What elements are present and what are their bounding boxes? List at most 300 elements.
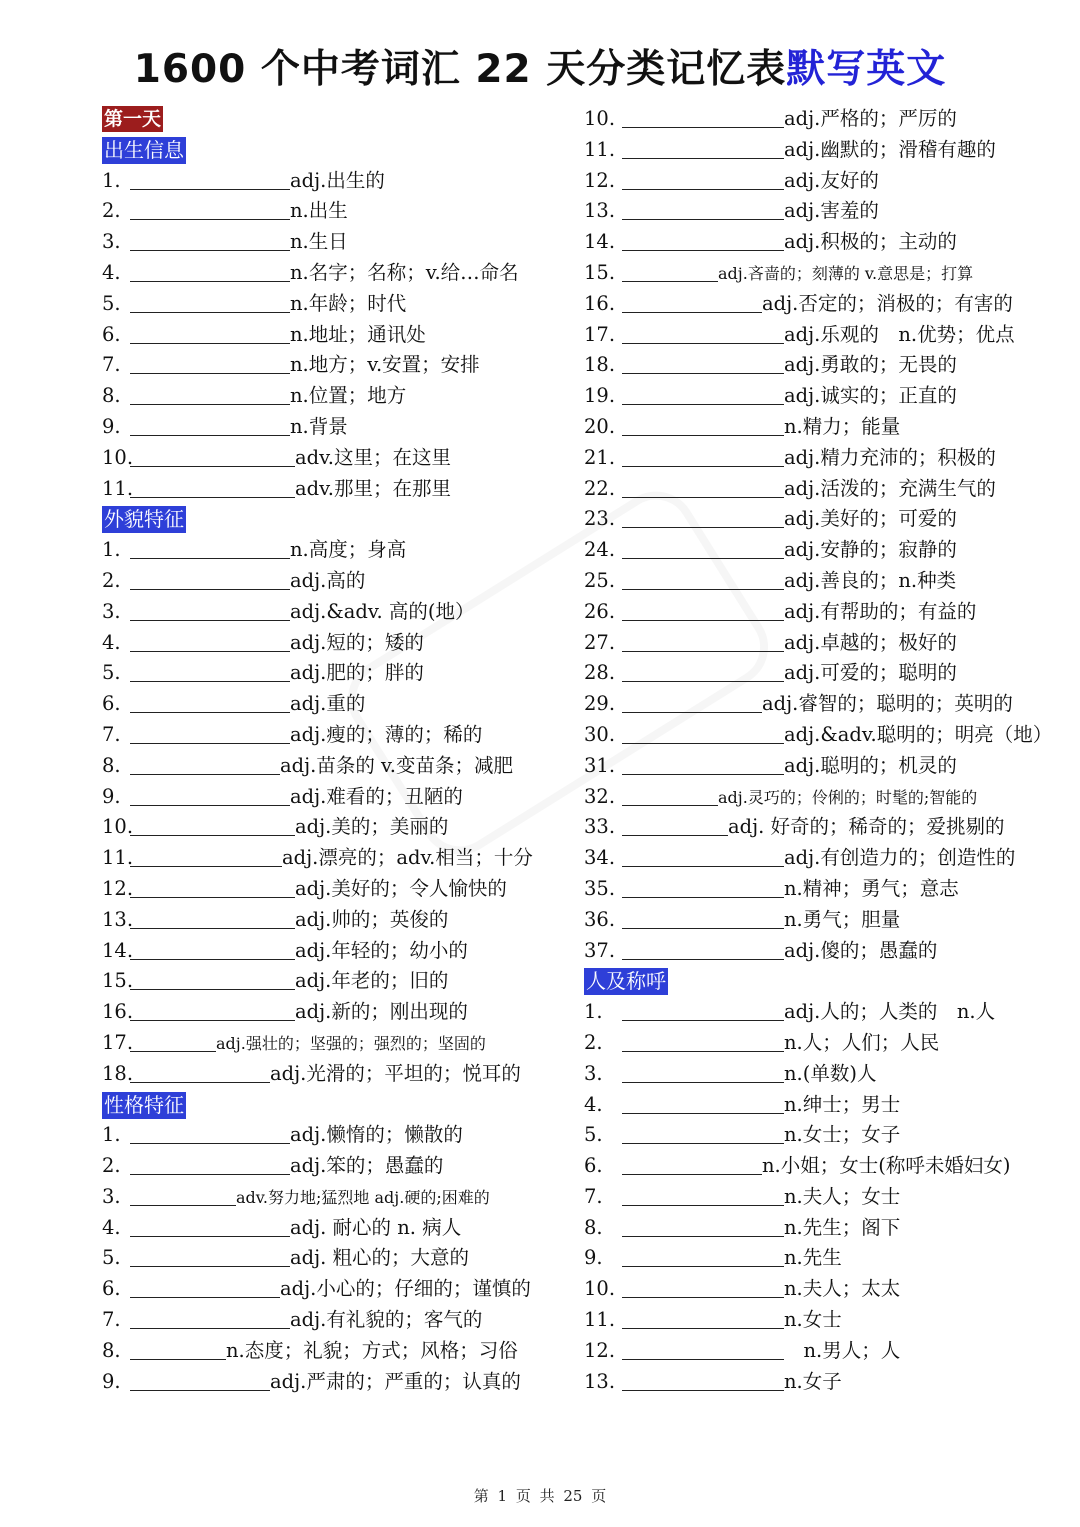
vocab-entry [584,997,1044,1028]
vocab-entry [584,658,1044,689]
category-header [102,1090,554,1121]
answer-blank[interactable] [622,876,784,898]
entry-number: 9. [102,1369,121,1393]
category-header [102,504,554,535]
answer-blank[interactable] [622,938,784,960]
vocab-entry [584,843,1044,874]
answer-blank[interactable] [130,599,290,621]
vocab-entry [102,812,554,843]
answer-blank[interactable] [130,1276,280,1298]
answer-blank[interactable] [130,968,295,990]
entry-number: 1. [102,1123,121,1147]
category-label: 出生信息 [104,137,184,162]
entry-definition: n.绅士；男士 [784,1092,901,1116]
entry-number: 5. [102,661,121,685]
entry-definition: adj.新的；刚出现的 [295,1000,468,1024]
entry-definition: adj.美好的；令人愉快的 [295,876,507,900]
entry-definition: adj.傻的；愚蠢的 [784,938,938,962]
entry-number: 7. [584,1184,603,1208]
entry-number: 1. [584,1000,603,1024]
entry-number: 19. [584,384,616,408]
entry-definition: adj.聪明的；机灵的 [784,753,957,777]
entry-definition: adj.勇敢的；无畏的 [784,353,957,377]
entry-definition: adj.瘦的；薄的；稀的 [290,722,483,746]
entry-definition: adj.强壮的；坚强的；强烈的；坚固的 [216,1033,486,1053]
answer-blank[interactable] [622,753,784,775]
answer-blank[interactable] [622,999,784,1021]
entry-definition: adj.美好的；可爱的 [784,507,957,531]
vocab-entry [102,997,554,1028]
entry-definition: adj.有创造力的；创造性的 [784,846,1016,870]
answer-blank[interactable] [622,660,784,682]
answer-blank[interactable] [622,476,784,498]
entry-number: 3. [102,1184,121,1208]
entry-number: 34. [584,846,616,870]
answer-blank[interactable] [130,1122,290,1144]
entry-definition: n.夫人；女士 [784,1184,901,1208]
entry-number: 10. [584,1277,616,1301]
vocab-entry [584,689,1044,720]
vocab-entry [584,1243,1044,1274]
entry-definition: adj.&adv.聪明的；明亮（地） [784,722,1053,746]
vocab-entry [102,535,554,566]
answer-blank[interactable] [130,1369,270,1391]
entry-number: 4. [584,1092,603,1116]
entry-number: 5. [102,291,121,315]
vocab-entry [102,412,554,443]
entry-number: 12. [102,876,134,900]
vocab-entry [584,628,1044,659]
entry-definition: adj.幽默的；滑稽有趣的 [784,137,996,161]
entry-number: 9. [102,414,121,438]
answer-blank[interactable] [622,1215,784,1237]
vocab-entry [102,1151,554,1182]
vocab-entry [102,936,554,967]
vocab-entry [584,905,1044,936]
vocab-entry [102,782,554,813]
entry-number: 4. [102,260,121,284]
entry-number: 11. [102,846,134,870]
answer-blank[interactable] [130,322,290,344]
entry-number: 14. [102,938,134,962]
entry-definition: adj.可爱的；聪明的 [784,661,957,685]
vocab-entry [102,289,554,320]
answer-blank[interactable] [622,537,784,559]
vocab-entry [102,320,554,351]
vocab-entry [584,1305,1044,1336]
answer-blank[interactable] [622,1184,784,1206]
vocab-entry [102,1182,554,1213]
answer-blank[interactable] [622,1245,784,1267]
entry-definition: n.生日 [290,230,348,254]
entry-number: 8. [102,753,121,777]
vocab-entry [584,1090,1044,1121]
entry-number: 29. [584,692,616,716]
answer-blank[interactable] [622,229,784,251]
entry-number: 16. [584,291,616,315]
entry-definition: n.出生 [290,199,348,223]
answer-blank[interactable] [622,291,762,313]
entry-definition: adj.笨的；愚蠢的 [290,1154,444,1178]
vocab-entry [584,227,1044,258]
vocab-entry [102,474,554,505]
answer-blank[interactable] [130,691,290,713]
entry-number: 3. [102,599,121,623]
day-label: 第一天 [104,108,162,130]
entry-definition: n.夫人；太太 [784,1277,901,1301]
entry-definition: adj. 粗心的；大意的 [290,1246,470,1270]
vocab-entry [584,258,1044,289]
entry-definition: adj.害羞的 [784,199,879,223]
vocab-entry [584,443,1044,474]
answer-blank[interactable] [622,722,784,744]
answer-blank[interactable] [130,476,295,498]
entry-definition: adj.卓越的；极好的 [784,630,957,654]
entry-definition: adj.肥的；胖的 [290,661,424,685]
answer-blank[interactable] [130,722,290,744]
vocab-entry [102,1336,554,1367]
entry-number: 1. [102,538,121,562]
entry-definition: n.先生 [784,1246,842,1270]
answer-blank[interactable] [130,1030,216,1052]
entry-number: 17. [584,322,616,346]
entry-number: 8. [102,384,121,408]
vocab-entry [584,1213,1044,1244]
vocab-entry [102,443,554,474]
vocab-entry [102,966,554,997]
entry-number: 13. [584,199,616,223]
entry-number: 25. [584,568,616,592]
answer-blank[interactable] [130,660,290,682]
entry-definition: n.态度；礼貌；方式；风格；习俗 [226,1338,518,1362]
entry-number: 7. [102,722,121,746]
entry-definition: n.人；人们；人民 [784,1030,940,1054]
entry-number: 27. [584,630,616,654]
vocab-entry [102,843,554,874]
vocab-entry [584,1367,1044,1398]
vocab-entry [584,1120,1044,1151]
vocab-entry [584,104,1044,135]
entry-number: 15. [584,260,616,284]
vocab-entry [584,1182,1044,1213]
entry-definition: adv.这里；在这里 [295,445,452,469]
vocab-entry [102,227,554,258]
entry-definition: adj.吝啬的；刻薄的 v.意思是；打算 [718,263,974,283]
vocab-entry [102,905,554,936]
answer-blank[interactable] [622,1092,784,1114]
answer-blank[interactable] [130,1307,290,1329]
vocab-entry [584,166,1044,197]
entry-number: 26. [584,599,616,623]
vocab-entry [102,566,554,597]
answer-blank[interactable] [130,876,295,898]
entry-number: 8. [102,1338,121,1362]
vocab-entry [102,658,554,689]
answer-blank[interactable] [622,445,784,467]
entry-number: 10. [102,815,134,839]
answer-blank[interactable] [130,753,280,775]
entry-definition: adj.帅的；英俊的 [295,907,449,931]
answer-blank[interactable] [130,414,290,436]
vocab-entry [584,1028,1044,1059]
entry-number: 10. [584,107,616,130]
entry-number: 10. [102,445,134,469]
entry-definition: adj.懒惰的；懒散的 [290,1123,463,1147]
answer-blank[interactable] [622,784,718,806]
entry-definition: adj.美的；美丽的 [295,815,449,839]
entry-number: 18. [102,1061,134,1085]
entry-definition: adj.积极的；主动的 [784,230,957,254]
entry-definition: adj.灵巧的；伶俐的；时髦的;智能的 [718,787,978,807]
vocab-entry [584,504,1044,535]
answer-blank[interactable] [622,1030,784,1052]
answer-blank[interactable] [622,1276,784,1298]
entry-number: 17. [102,1030,134,1054]
vocab-entry [102,258,554,289]
entry-number: 7. [102,1308,121,1332]
entry-number: 33. [584,815,616,839]
vocab-entry [102,1028,554,1059]
answer-blank[interactable] [622,322,784,344]
vocab-entry [584,812,1044,843]
entry-number: 30. [584,722,616,746]
vocab-entry [584,782,1044,813]
entry-number: 2. [102,199,121,223]
answer-blank[interactable] [622,137,784,159]
vocab-entry [584,320,1044,351]
entry-number: 9. [102,784,121,808]
entry-number: 13. [584,1369,616,1393]
entry-number: 12. [584,168,616,192]
entry-number: 6. [102,322,121,346]
vocab-entry [102,1305,554,1336]
entry-definition: adj.乐观的 n.优势；优点 [784,322,1015,346]
entry-definition: adj.高的 [290,568,366,592]
page-title [0,38,1080,94]
entry-number: 31. [584,753,616,777]
category-header [584,966,1044,997]
answer-blank[interactable] [130,938,295,960]
vocab-entry [102,166,554,197]
answer-blank[interactable] [622,691,762,713]
entry-definition: adj.光滑的；平坦的；悦耳的 [270,1061,521,1085]
entry-definition: adj. 好奇的；稀奇的；爱挑剔的 [728,815,1005,839]
entry-definition: adj.否定的；消极的；有害的 [762,291,1013,315]
vocab-entry [584,350,1044,381]
answer-blank[interactable] [622,568,784,590]
title-accent: 默写英文 [786,47,947,92]
entry-number: 32. [584,784,616,808]
entry-definition: adj.短的；矮的 [290,630,424,654]
entry-definition: adj.有礼貌的；客气的 [290,1308,483,1332]
vocab-entry [584,381,1044,412]
entry-definition: adj.诚实的；正直的 [784,384,957,408]
answer-blank[interactable] [130,1245,290,1267]
answer-blank[interactable] [622,845,784,867]
entry-definition: n.地方；v.安置；安排 [290,353,480,377]
entry-number: 11. [584,1308,616,1332]
answer-blank[interactable] [130,352,290,374]
entry-definition: adj.严肃的；严重的；认真的 [270,1369,521,1393]
answer-blank[interactable] [130,845,282,867]
vocab-entry [102,1274,554,1305]
answer-blank[interactable] [130,229,290,251]
entry-number: 18. [584,353,616,377]
left-column [102,104,554,1397]
answer-blank[interactable] [622,1369,784,1391]
entry-definition: adj.活泼的；充满生气的 [784,476,996,500]
vocab-entry [584,196,1044,227]
entry-number: 6. [102,1277,121,1301]
answer-blank[interactable] [622,198,784,220]
category-label: 人及称呼 [586,969,666,994]
vocab-entry [102,381,554,412]
entry-definition: adj.精力充沛的；积极的 [784,445,996,469]
vocab-entry [102,720,554,751]
answer-blank[interactable] [622,907,784,929]
entry-definition: n.精神；勇气；意志 [784,876,959,900]
entry-number: 2. [102,1154,121,1178]
entry-number: 2. [102,568,121,592]
answer-blank[interactable] [622,1153,762,1175]
vocab-entry [102,1059,554,1090]
entry-definition: adj.难看的；丑陋的 [290,784,463,808]
entry-number: 21. [584,445,616,469]
entry-number: 3. [584,1061,603,1085]
entry-number: 4. [102,630,121,654]
answer-blank[interactable] [622,352,784,374]
vocab-entry [584,1274,1044,1305]
answer-blank[interactable] [130,198,290,220]
answer-blank[interactable] [130,568,290,590]
entry-definition: n.小姐；女士(称呼未婚妇女) [762,1154,1011,1178]
entry-definition: n.地址；通讯处 [290,322,426,346]
vocab-entry [584,1151,1044,1182]
entry-definition: adj.年轻的；幼小的 [295,938,468,962]
answer-blank[interactable] [130,1338,226,1360]
entry-definition: n.位置；地方 [290,384,407,408]
vocab-entry [102,597,554,628]
answer-blank[interactable] [622,1122,784,1144]
entry-definition: n.女子 [784,1369,842,1393]
entry-number: 9. [584,1246,603,1270]
answer-blank[interactable] [130,168,290,190]
entry-definition: adj.安静的；寂静的 [784,538,957,562]
entry-definition: adv.努力地;猛烈地 adj.硬的;困难的 [236,1187,490,1207]
answer-blank[interactable] [130,1184,236,1206]
vocab-entry [102,628,554,659]
vocab-entry [584,751,1044,782]
vocab-entry [102,1213,554,1244]
answer-blank[interactable] [130,814,295,836]
vocab-entry [584,874,1044,905]
answer-blank[interactable] [130,260,290,282]
entry-number: 6. [102,692,121,716]
entry-definition: adj.善良的；n.种类 [784,568,957,592]
answer-blank[interactable] [622,383,784,405]
vocab-entry [584,936,1044,967]
vocab-entry [584,1059,1044,1090]
entry-definition: n.背景 [290,414,348,438]
entry-number: 14. [584,230,616,254]
entry-number: 23. [584,507,616,531]
answer-blank[interactable] [130,1061,270,1083]
entry-number: 2. [584,1030,603,1054]
answer-blank[interactable] [622,106,784,128]
answer-blank[interactable] [622,168,784,190]
answer-blank[interactable] [130,784,290,806]
entry-number: 28. [584,661,616,685]
category-label: 外貌特征 [104,507,184,532]
entry-number: 11. [102,476,134,500]
entry-definition: n.高度；身高 [290,538,407,562]
entry-definition: adv.那里；在那里 [295,476,452,500]
answer-blank[interactable] [622,814,728,836]
answer-blank[interactable] [622,260,718,282]
answer-blank[interactable] [130,537,290,559]
answer-blank[interactable] [130,630,290,652]
answer-blank[interactable] [130,999,295,1021]
answer-blank[interactable] [622,414,784,436]
vocab-entry [102,751,554,782]
entry-number: 6. [584,1154,603,1178]
answer-blank[interactable] [622,506,784,528]
category-label: 性格特征 [104,1092,184,1117]
entry-number: 11. [584,137,616,161]
entry-number: 4. [102,1215,121,1239]
entry-number: 7. [102,353,121,377]
answer-blank[interactable] [130,1215,290,1237]
vocab-entry [584,535,1044,566]
answer-blank[interactable] [130,907,295,929]
entry-number: 12. [584,1338,616,1362]
entry-number: 35. [584,876,616,900]
answer-blank[interactable] [622,1307,784,1329]
page-footer: 第 1 页 共 25 页 [473,1487,607,1505]
vocab-entry [102,1120,554,1151]
vocab-entry [102,874,554,905]
entry-definition: adj.&adv. 高的(地） [290,599,475,623]
entry-definition: n.女士 [784,1308,842,1332]
vocab-entry [102,350,554,381]
answer-blank[interactable] [622,1061,784,1083]
answer-blank[interactable] [130,291,290,313]
vocab-entry [584,566,1044,597]
entry-definition: adj.小心的；仔细的；谨慎的 [280,1277,531,1301]
answer-blank[interactable] [130,383,290,405]
entry-definition: adj.有帮助的；有益的 [784,599,977,623]
entry-number: 1. [102,168,121,192]
entry-definition: n.男人；人 [784,1338,901,1362]
entry-definition: n.女士；女子 [784,1123,901,1147]
entry-definition: adj.人的；人类的 n.人 [784,1000,996,1024]
entry-definition: adj.重的 [290,692,366,716]
answer-blank[interactable] [622,1338,784,1360]
answer-blank[interactable] [622,599,784,621]
answer-blank[interactable] [130,1153,290,1175]
entry-number: 3. [102,230,121,254]
vocab-entry [584,412,1044,443]
vocab-entry [102,1243,554,1274]
answer-blank[interactable] [622,630,784,652]
entry-number: 20. [584,414,616,438]
entry-definition: adj.友好的 [784,168,879,192]
vocab-entry [584,720,1053,751]
entry-number: 15. [102,969,134,993]
vocab-entry [584,289,1044,320]
entry-number: 5. [584,1123,603,1147]
answer-blank[interactable] [130,445,295,467]
